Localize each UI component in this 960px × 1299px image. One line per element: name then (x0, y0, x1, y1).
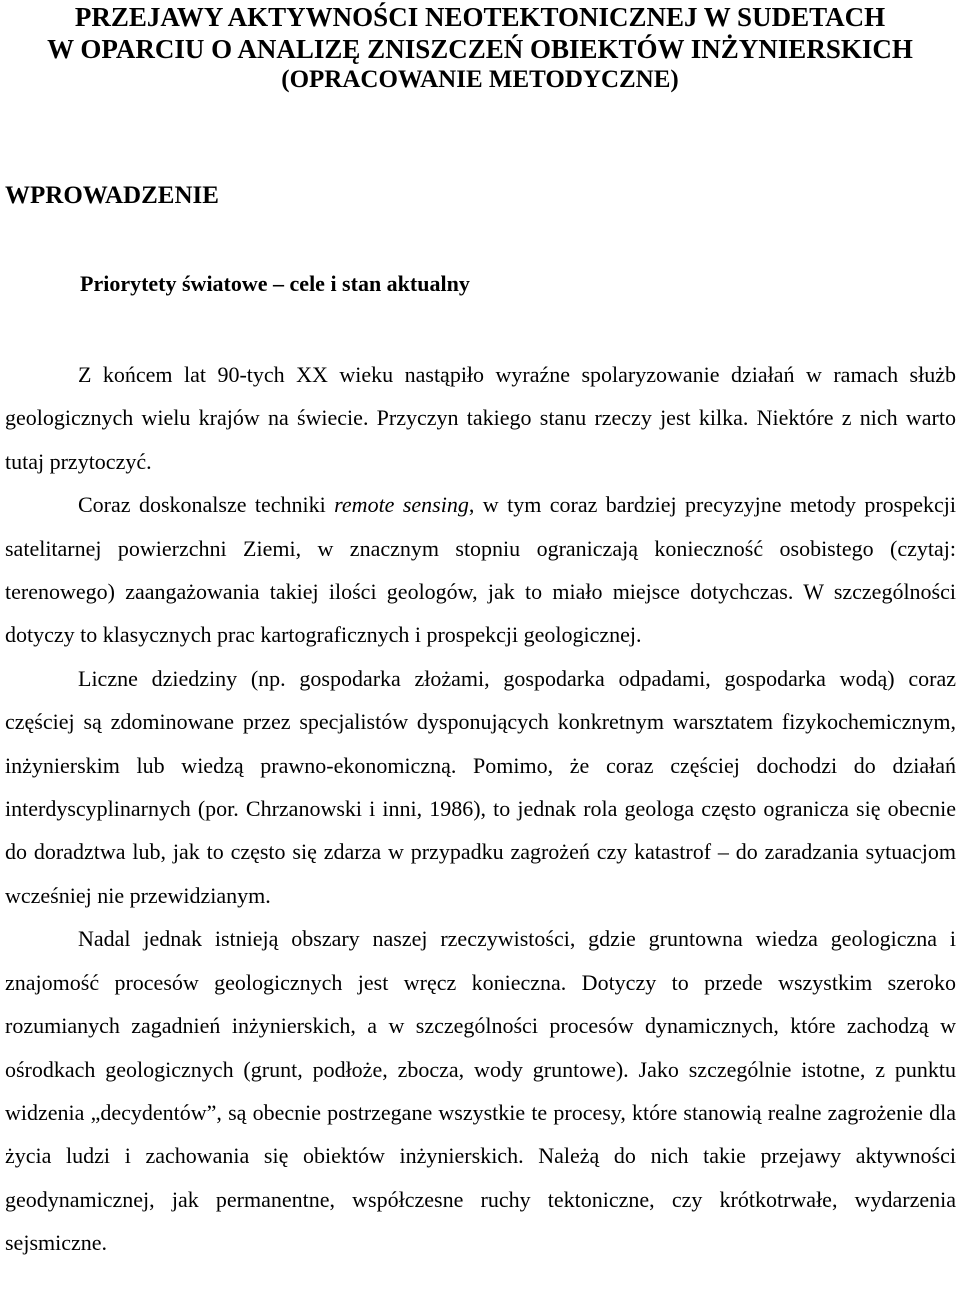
title-line-2: W OPARCIU O ANALIZĘ ZNISZCZEŃ OBIEKTÓW INŻYNIERSKICH (47, 34, 913, 64)
body-text (5, 353, 956, 1265)
section-heading: WPROWADZENIE (5, 182, 219, 209)
paragraph: Z końcem lat 90-tych XX wieku nastąpiło wyraźne spolaryzowanie działań w ramach służb geologicznych wielu krajów na świecie. Przyczyn takiego stanu rzeczy jest kilka. Niektóre z nich warto tutaj przytoczyć. (5, 362, 956, 474)
document-title (0, 0, 960, 96)
paragraph: Liczne dziedziny (np. gospodarka złożami, gospodarka odpadami, gospodarka wodą) coraz częściej są zdominowane przez specjalistów dysponujących konkretnym warsztatem fizykochemicznym, inżynierskim lub wiedzą prawno-ekonomiczną. Pomimo, że coraz częściej dochodzi do działań interdyscyplinarnych (por. Chrzanowski i inni, 1986), to jednak rola geologa często ogranicza się obecnie do doradztwa lub, jak to często się zdarza w przypadku zagrożeń czy katastrof – do zaradzania sytuacjom wcześniej nie przewidzianym. (5, 665, 956, 908)
paragraph-text: Coraz doskonalsze techniki (78, 492, 335, 518)
paragraph-text: , w tym coraz bardziej precyzyjne metody prospekcji satelitarnej powierzchni Ziemi, w znacznym stopniu ograniczają konieczność osobistego (czytaj: terenowego) zaangażowania takiej ilości geologów, jak to miało miejsce dotychczas. W szczególności dotyczy to klasycznych prac kartograficznych i prospekcji geologicznej. (5, 492, 956, 648)
title-line-1: PRZEJAWY AKTYWNOŚCI NEOTEKTONICZNEJ W SUDETACH (74, 2, 886, 32)
italic-term: remote sensing (334, 492, 469, 518)
paragraph (5, 483, 956, 657)
title-line-3: (OPRACOWANIE METODYCZNE) (281, 66, 679, 93)
subheading: Priorytety światowe – cele i stan aktualny (80, 271, 470, 296)
paragraph: Nadal jednak istnieją obszary naszej rzeczywistości, gdzie gruntowna wiedza geologiczna i znajomość procesów geologicznych jest wręcz konieczna. Dotyczy to przede wszystkim szeroko rozumianych zagadnień inżynierskich, a w szczególności procesów dynamicznych, które zachodzą w ośrodkach geologicznych (grunt, podłoże, zbocza, wody gruntowe). Jako szczególnie istotne, z punktu widzenia „decydentów”, są obecnie postrzegane wszystkie te procesy, które stanowią realne zagrożenie dla życia ludzi i zachowania się obiektów inżynierskich. Należą do nich takie przejawy aktywności geodynamicznej, jak permanentne, współczesne ruchy tektoniczne, czy krótkotrwałe, wydarzenia sejsmiczne. (5, 926, 956, 1256)
